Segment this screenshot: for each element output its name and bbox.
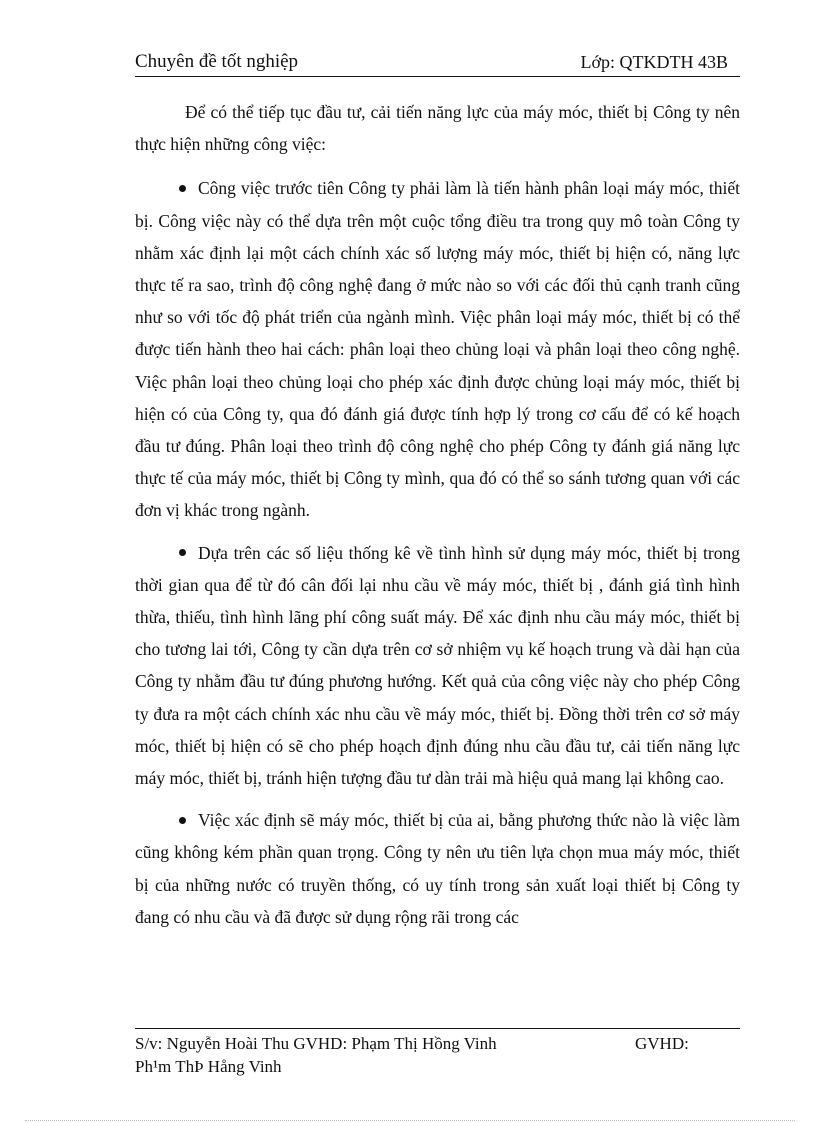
bullet-paragraph-2 (135, 537, 740, 795)
bullet-icon (179, 185, 186, 192)
footer-gvhd-label: GVHD: (635, 1034, 689, 1053)
bullet-paragraph-3 (135, 804, 740, 933)
footer-divider (135, 1028, 740, 1029)
bullet-text: Dựa trên các số liệu thống kê về tình hình sử dụng máy móc, thiết bị trong thời gian qua để từ đó cân đối lại nhu cầu về máy móc, thiết bị , đánh giá tình hình thừa, thiếu, tình hình lãng phí công suất máy. Để xác định nhu cầu máy móc, thiết bị cho tương lai tới, Công ty cần dựa trên cơ sở nhiệm vụ kế hoạch trung và dài hạn của Công ty nhằm đầu tư đúng phương hướng. Kết quả của công việc này cho phép Công ty đưa ra một cách chính xác nhu cầu về máy móc, thiết bị. Đồng thời trên cơ sở máy móc, thiết bị hiện có sẽ cho phép hoạch định đúng nhu cầu đầu tư, cải tiến năng lực máy móc, thiết bị, tránh hiện tượng đầu tư dàn trải mà hiệu quả mang lại không cao. (135, 542, 740, 789)
bullet-text: Việc xác định sẽ máy móc, thiết bị của ai, bằng phương thức nào là việc làm cũng không kém phần quan trọng. Công ty nên ưu tiên lựa chọn mua máy móc, thiết bị của những nước có truyền thống, có uy tính trong sản xuất loại thiết bị Công ty đang có nhu cầu và đã được sử dụng rộng rãi trong các (135, 810, 740, 927)
bullet-icon (179, 549, 186, 556)
bullet-paragraph-1 (135, 172, 740, 526)
document-title: Chuyên đề tốt nghiệp (135, 51, 299, 72)
page-body (135, 96, 740, 943)
class-label: Lớp: QTKDTH 43B (580, 52, 728, 72)
bullet-icon (179, 817, 186, 824)
footer-advisor: Ph¹m ThÞ Hång Vinh (135, 1057, 282, 1076)
intro-paragraph: Để có thể tiếp tục đầu tư, cải tiến năng lực của máy móc, thiết bị Công ty nên thực hiện những công việc: (135, 102, 740, 155)
page-edge-divider (25, 1120, 795, 1121)
bullet-text: Công việc trước tiên Công ty phải làm là tiến hành phân loại máy móc, thiết bị. Công việc này có thể dựa trên một cuộc tổng điều tra trong quy mô toàn Công ty nhằm xác định lại một cách chính xác số lượng máy móc, thiết bị hiện có, năng lực thực tế ra sao, trình độ công nghệ đang ở mức nào so với các đối thủ cạnh tranh cũng như so với tốc độ phát triển của ngành mình. Việc phân loại máy móc, thiết bị có thể được tiến hành theo hai cách: phân loại theo chủng loại và phân loại theo công nghệ. Việc phân loại theo chủng loại cho phép xác định được chủng loại máy móc, thiết bị hiện có của Công ty, qua đó đánh giá được tính hợp lý trong cơ cấu để có kế hoạch đầu tư đúng. Phân loại theo trình độ công nghệ cho phép Công ty đánh giá năng lực thực tế của máy móc, thiết bị Công ty mình, qua đó có thể so sánh tương quan với các đơn vị khác trong ngành. (135, 178, 740, 521)
footer-student: S/v: Nguyễn Hoài Thu GVHD: Phạm Thị Hồng Vinh (135, 1034, 497, 1053)
page-header (135, 50, 740, 77)
